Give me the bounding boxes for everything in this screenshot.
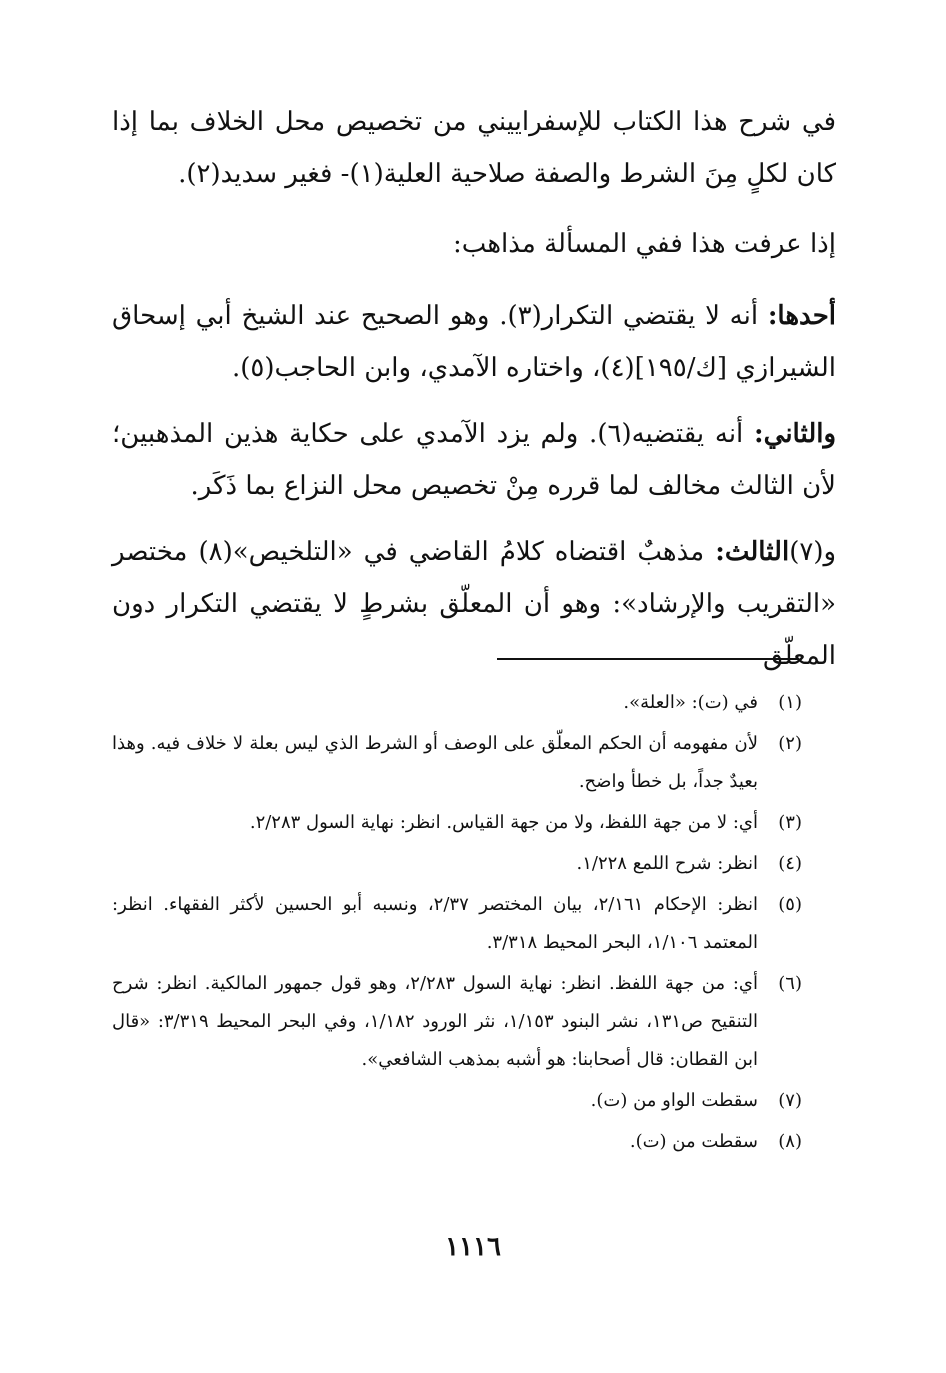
footnote-text: سقطت الواو من (ت). [590,1090,758,1111]
footnote-divider [497,658,799,660]
paragraph-intro: إذا عرفت هذا ففي المسألة مذاهب: [453,229,836,259]
first-view-text: أنه لا يقتضي التكرار(٣). وهو الصحيح عند الشيخ أبي إسحاق الشيرازي [ك/١٩٥](٤)، واختاره الآمدي، وابن الحاجب(٥). [112,301,836,383]
first-view-label: أحدها: [767,301,836,331]
footnote-2 [112,725,802,801]
paragraph-continuation: في شرح هذا الكتاب للإسفراييني من تخصيص محل الخلاف بما إذا كان لكلٍ مِنَ الشرط والصفة صلاحية العلية(١)- فغير سديد(٢). [112,107,836,189]
third-view-label: الثالث: [715,537,790,567]
footnote-number: (٧) [778,1090,802,1111]
footnote-text: انظر: شرح اللمع ١/٢٢٨. [576,853,758,874]
footnote-1 [112,684,802,722]
paragraph-second-view [112,408,836,512]
page-number: ١١١٦ [445,1232,501,1262]
footnote-text: سقطت من (ت). [629,1131,758,1152]
footnote-text: أي: من جهة اللفظ. انظر: نهاية السول ٢/٢٨٣، وهو قول جمهور المالكية. انظر: شرح التنقيح ص١٣١، نشر البنود ١/١٥٣، نثر الورود ١/١٨٢، وفي البحر المحيط ٣/٣١٩: «قال ابن القطان: قال أصحابنا: هو أشبه بمذهب الشافعي». [112,973,759,1070]
footnote-5 [112,886,802,962]
footnote-number: (٥) [778,894,802,915]
second-view-label: والثاني: [754,419,837,449]
footnote-8 [112,1123,802,1161]
footnote-3 [112,804,802,842]
footnote-text: انظر: الإحكام ٢/١٦١، بيان المختصر ٢/٣٧، ونسبه أبو الحسين لأكثر الفقهاء. انظر: المعتمد ١/١٠٦، البحر المحيط ٣/٣١٨. [112,894,758,953]
footnote-7 [112,1082,802,1120]
footnote-text: لأن مفهومه أن الحكم المعلّق على الوصف أو الشرط الذي ليس بعلة لا خلاف فيه. وهذا بعيدٌ جداً، بل خطأ واضح. [112,733,758,792]
footnote-number: (٦) [778,973,802,994]
paragraph-first-view [112,290,836,394]
footnote-text: في (ت): «العلة». [623,692,758,713]
footnotes [112,684,802,1164]
footnote-number: (٢) [778,733,802,754]
footnote-text: أي: لا من جهة اللفظ، ولا من جهة القياس. انظر: نهاية السول ٢/٢٨٣. [249,812,758,833]
footnote-number: (٤) [778,853,802,874]
second-view-text: أنه يقتضيه(٦). ولم يزد الآمدي على حكاية هذين المذهبين؛ لأن الثالث مخالف لما قرره مِنْ تخصيص محل النزاع بما ذَكَر. [112,419,836,501]
footnote-number: (٣) [778,812,802,833]
third-view-text: مذهبٌ اقتضاه كلامُ القاضي في «التلخيص»(٨) مختصر «التقريب والإرشاد»: وهو أن المعلّق بشرطٍ لا يقتضي التكرار دون المعلّق [112,537,836,671]
footnote-4 [112,845,802,883]
footnote-number: (٨) [778,1131,802,1152]
footnote-6 [112,965,802,1079]
third-view-prefix: و(٧) [789,537,837,567]
footnote-number: (١) [778,692,802,713]
